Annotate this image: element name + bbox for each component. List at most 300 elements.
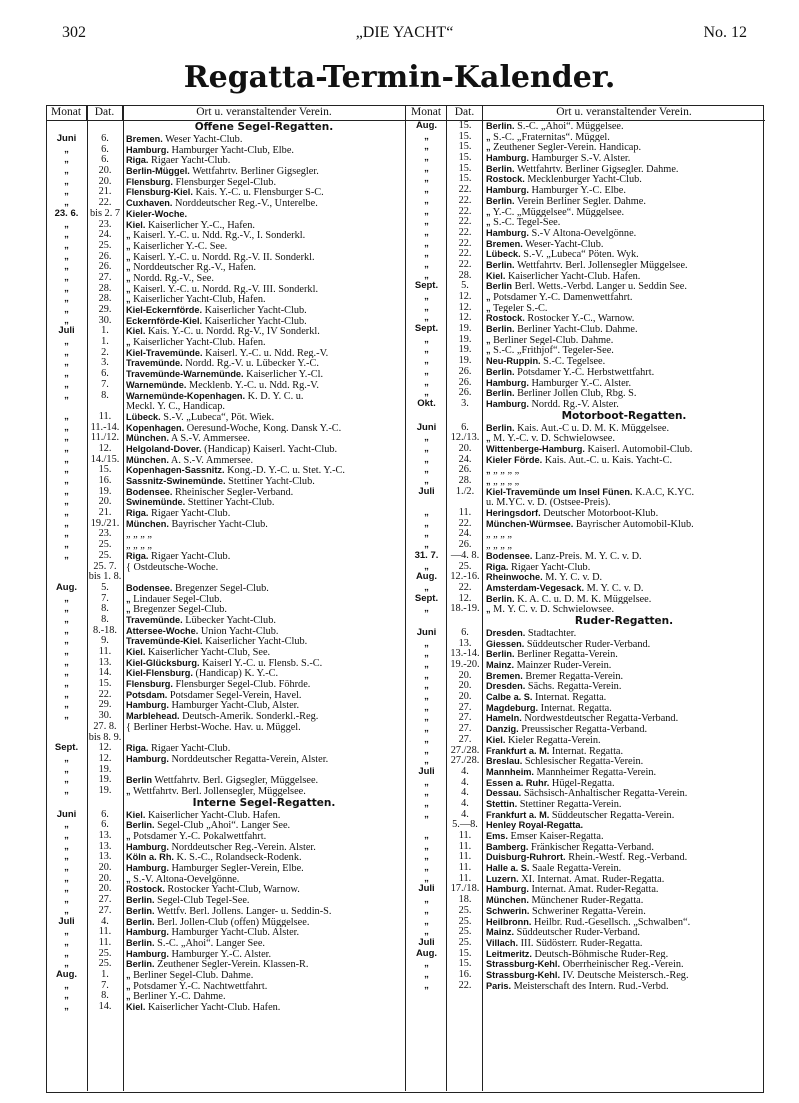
date-cell: 24. — [458, 529, 472, 540]
venue-cell — [483, 874, 765, 885]
place-name: Amsterdam-Vegesack. — [486, 582, 585, 593]
table-row — [46, 884, 405, 895]
club-name: Kaiserlicher Y.-C., Hafen. — [145, 219, 255, 231]
club-name: Wettfahrtv. Berl. Jollensegler Müggelsee. — [514, 259, 688, 271]
date-cell: 20. — [98, 166, 112, 177]
table-row — [406, 324, 765, 335]
date-cell: 21. — [98, 508, 112, 519]
place-name: Kiel-Travemünde. — [126, 347, 203, 358]
table-row — [406, 132, 765, 143]
club-name: Tegeler S.-C. — [490, 302, 548, 314]
club-name: Kaiserlicher Yacht-Club, Hafen. — [130, 294, 266, 305]
club-name: Internat. Amat. Ruder-Regatta. — [528, 884, 659, 896]
club-name: Hamburger Segler-Verein, Elbe. — [168, 863, 304, 874]
place-name: Kiel-Travemünde um Insel Fünen. — [486, 486, 633, 497]
club-name: { Ostdeutsche-Woche. — [126, 561, 219, 573]
table-row — [406, 692, 765, 703]
venue-cell — [483, 228, 765, 239]
club-name: Wettfahrtv. Berliner Gigsegler. — [189, 166, 319, 177]
venue-cell — [483, 594, 765, 605]
place-name: Potsdam. — [126, 689, 168, 700]
place-name: „ — [486, 465, 491, 476]
venue-cell — [483, 281, 765, 292]
place-name: „ — [126, 785, 131, 796]
venue-cell — [483, 529, 765, 540]
venue-cell — [123, 679, 405, 690]
venue-cell — [483, 239, 765, 250]
date-cell: 6. — [461, 627, 469, 638]
place-name: Riga. — [486, 561, 509, 572]
date-cell: 9. — [101, 636, 109, 647]
date-cell: 13. — [458, 638, 472, 649]
club-name: Schweriner Regatta-Verein. — [529, 905, 646, 917]
month-cell: „ — [424, 345, 429, 356]
month-cell: „ — [424, 142, 429, 153]
table-row — [406, 313, 765, 324]
place-name: „ — [126, 831, 131, 841]
table-row — [46, 842, 405, 853]
place-name: „ — [126, 294, 131, 305]
place-name: „ — [126, 969, 131, 980]
table-row — [46, 852, 405, 863]
venue-header: Ort u. veranstaltender Verein. — [556, 106, 692, 118]
club-name: { Berliner Herbst-Woche. Hav. u. Müggel. — [126, 721, 301, 733]
club-name: Rhein.-Westf. Reg.-Verband. — [565, 852, 688, 864]
date-cell: 3. — [101, 358, 109, 369]
table-row — [406, 465, 765, 476]
club-name: Hamburger Y.-C. Alster. — [528, 377, 632, 389]
club-name: Meisterschaft des Intern. Rud.-Verbd. — [511, 980, 669, 992]
venue-cell — [483, 455, 765, 466]
month-cell: Juli — [418, 486, 435, 497]
date-cell: 6. — [101, 809, 109, 820]
month-cell: „ — [424, 195, 429, 206]
table-row — [406, 562, 765, 573]
club-name: Süddeutscher Ruder-Verband. — [524, 638, 651, 650]
place-name: Hameln. — [486, 713, 522, 724]
place-name: Hamburg. — [126, 927, 169, 938]
club-name: Mecklenb. Y.-C. u. Ndd. Rg.-V. — [186, 379, 319, 391]
place-name: Hamburg. — [126, 700, 169, 711]
club-name: Norddeutscher Reg.-V., Unterelbe. — [172, 198, 318, 209]
venue-cell — [123, 187, 405, 198]
month-cell: „ — [64, 283, 69, 294]
venue-cell — [123, 733, 405, 744]
month-cell: „ — [64, 529, 69, 540]
club-name: Verein Berliner Segler. Dahme. — [514, 195, 646, 207]
venue-cell — [123, 401, 405, 412]
club-name: Rigaer Yacht-Club. — [148, 550, 231, 562]
place-name: Breslau. — [486, 756, 523, 767]
month-cell: „ — [64, 443, 69, 454]
month-cell: „ — [424, 638, 429, 649]
table-row — [46, 733, 405, 744]
place-name: Lübeck. — [486, 249, 521, 260]
venue-cell — [483, 863, 765, 874]
table-row — [406, 196, 765, 207]
table-row — [46, 906, 405, 917]
date-cell: 20. — [98, 176, 112, 187]
club-name: Kaiserlicher Y.-Cl. — [243, 369, 324, 380]
date-cell: 11. — [458, 841, 472, 852]
date-cell: 20. — [98, 497, 112, 508]
club-name: Nordd. Rg.-V., See. — [130, 272, 214, 284]
month-cell: „ — [64, 831, 69, 841]
club-name: Stadtachter. — [525, 627, 577, 639]
club-name: Internat. Regatta. — [532, 692, 607, 703]
club-name: Stettiner Yacht-Club. — [225, 476, 315, 487]
table-row — [46, 927, 405, 938]
place-name: Giessen. — [486, 638, 525, 649]
date-cell: 8. — [101, 991, 109, 1002]
place-name: Berlin. — [126, 916, 155, 927]
month-cell: „ — [64, 176, 69, 187]
date-cell: 7. — [101, 980, 109, 991]
club-name: Süddeutscher Regatta-Verein. — [549, 809, 675, 821]
table-row — [406, 639, 765, 650]
table-row — [406, 356, 765, 367]
date-cell: 25. — [458, 916, 472, 927]
club-name: Nordwestdeutscher Regatta-Verband. — [521, 713, 679, 725]
month-cell — [46, 562, 87, 573]
date-cell: 25. — [458, 937, 472, 948]
venue-cell — [483, 196, 765, 207]
club-name: „ „ „ „ — [490, 465, 520, 476]
table-row — [46, 134, 405, 145]
place-name: Hamburg. — [486, 884, 529, 895]
venue-cell — [123, 895, 405, 906]
month-cell: Juni — [416, 627, 437, 638]
club-name: Mannheimer Regatta-Verein. — [533, 766, 657, 778]
date-cell: 12. — [98, 443, 112, 454]
place-name: Berlin. — [486, 593, 515, 604]
date-cell: 14. — [98, 1002, 112, 1012]
month-cell: Sept. — [54, 743, 79, 754]
place-name: Helgoland-Dover. — [126, 443, 202, 454]
place-name: Schwerin. — [486, 905, 530, 916]
venue-cell — [483, 164, 765, 175]
table-row — [406, 519, 765, 530]
table-row — [46, 583, 405, 594]
table-row — [46, 433, 405, 444]
place-name: Strassburg-Kehl. — [486, 969, 561, 980]
month-cell: „ — [424, 476, 429, 486]
venue-cell — [483, 970, 765, 981]
table-row — [46, 508, 405, 519]
month-cell: 23. 6. — [54, 208, 79, 219]
club-name: Berliner Yacht-Club. Dahme. — [514, 324, 638, 335]
place-name: Magdeburg. — [486, 702, 539, 713]
month-cell: „ — [64, 369, 69, 380]
month-cell: „ — [64, 668, 69, 679]
place-name: Berlin. — [486, 195, 515, 206]
venue-cell — [123, 754, 405, 765]
month-cell: „ — [64, 155, 69, 166]
date-cell: 26. — [98, 251, 112, 262]
table-row — [46, 529, 405, 540]
month-cell: „ — [424, 841, 429, 852]
month-cell: „ — [64, 657, 69, 668]
venue-cell — [123, 917, 405, 928]
table-row — [406, 433, 765, 444]
month-cell: „ — [64, 873, 69, 884]
table-row — [406, 292, 765, 303]
table-row — [406, 121, 765, 132]
club-name: Lübecker Yacht-Club. — [182, 614, 276, 626]
table-row — [406, 831, 765, 842]
date-cell: 4. — [461, 809, 469, 820]
club-name: Hamburger S.-V. Alster. — [528, 153, 631, 164]
venue-cell — [483, 399, 765, 410]
venue-cell — [123, 711, 405, 722]
date-cell: 25. — [458, 561, 472, 572]
place-name: Dresden. — [486, 681, 526, 692]
club-name: S.-C. Tegelsee. — [540, 356, 606, 367]
club-name: M. Y. C. v. D. — [584, 582, 644, 594]
date-cell: 22. — [458, 185, 472, 196]
venue-cell — [483, 487, 765, 498]
club-name: Kais. Aut.-C u. D. M. K. Müggelsee. — [514, 422, 670, 434]
date-cell: 12. — [458, 313, 472, 324]
date-cell: 12. — [458, 302, 472, 313]
club-name: Berliner Y.-C. Dahme. — [130, 991, 226, 1002]
table-row — [406, 906, 765, 917]
place-name: Mannheim. — [486, 766, 534, 777]
month-cell: „ — [64, 785, 69, 796]
month-cell: „ — [424, 927, 429, 938]
place-name: Hamburg. — [486, 377, 529, 388]
venue-cell — [123, 626, 405, 637]
month-cell: „ — [64, 764, 69, 775]
table-row — [406, 746, 765, 757]
month-cell: „ — [424, 529, 429, 540]
date-cell: 17./18. — [450, 884, 480, 895]
date-cell: 19. — [98, 764, 112, 775]
date-cell: 13.-14. — [450, 649, 480, 660]
place-name: Flensburg-Kiel. — [126, 187, 193, 198]
date-cell: 8. — [101, 390, 109, 401]
table-row — [46, 743, 405, 754]
venue-cell — [483, 433, 765, 444]
month-cell: Sept. — [414, 593, 439, 604]
month-cell: „ — [64, 841, 69, 852]
table-row — [46, 722, 405, 733]
place-name: Travemünde-Kiel. — [126, 636, 203, 647]
table-row — [406, 540, 765, 551]
date-cell: 29. — [98, 305, 112, 315]
venue-cell — [123, 668, 405, 679]
table-row — [406, 863, 765, 874]
month-cell: „ — [424, 831, 429, 841]
table-row — [406, 260, 765, 271]
month-cell: „ — [64, 948, 69, 959]
left-column — [46, 105, 405, 1013]
club-name: Kaiserlicher Yacht-Club. — [202, 315, 307, 327]
venue-cell — [123, 874, 405, 885]
venue-cell — [483, 444, 765, 455]
club-name: Weser Yacht-Club. — [162, 134, 243, 145]
venue-cell — [123, 380, 405, 391]
month-cell: Sept. — [414, 281, 439, 292]
place-name: „ — [486, 142, 491, 153]
table-row — [406, 649, 765, 660]
table-row — [406, 799, 765, 810]
table-row — [406, 660, 765, 671]
month-cell: „ — [64, 219, 69, 230]
club-name: Kaiserl. Y.-C. u. Nordd. Rg.-V. III. Sonderkl. — [130, 283, 319, 295]
club-name: Hamburger Yacht-Club. Alster. — [168, 927, 300, 938]
venue-cell — [123, 927, 405, 938]
table-row — [46, 380, 405, 391]
date-cell: 4. — [461, 777, 469, 788]
month-cell: Aug. — [415, 572, 438, 583]
table-row — [406, 529, 765, 540]
club-name: Rigaer Yacht-Club. — [148, 155, 231, 167]
club-name: Bremer Regatta-Verein. — [522, 670, 624, 682]
venue-cell — [483, 767, 765, 778]
month-cell: „ — [64, 980, 69, 991]
venue-cell — [483, 639, 765, 650]
month-cell: „ — [64, 614, 69, 625]
month-cell: „ — [424, 756, 429, 767]
month-cell: „ — [424, 334, 429, 345]
month-cell: „ — [424, 388, 429, 399]
table-row — [46, 831, 405, 842]
club-name: M. Y. C. v. D. Schwielowsee. — [490, 604, 615, 615]
venue-cell — [483, 788, 765, 799]
date-cell: 30. — [98, 315, 112, 326]
place-name: Berlin. — [486, 324, 515, 335]
date-cell: 25. — [98, 540, 112, 551]
place-name: Riga. — [126, 550, 149, 561]
club-name: Süddeutscher Ruder-Verband. — [514, 927, 640, 938]
place-name: München-Würmsee. — [486, 518, 574, 529]
month-cell: „ — [424, 670, 429, 681]
table-row — [46, 155, 405, 166]
month-cell: „ — [64, 775, 69, 786]
place-name: Berlin. — [126, 959, 155, 970]
month-cell: „ — [64, 604, 69, 615]
table-row — [46, 423, 405, 434]
club-name: Kaiserl. Y.-C. u. Ndd. Rg.-V., I. Sonderkl. — [130, 230, 306, 241]
place-name: Duisburg-Ruhrort. — [486, 852, 566, 863]
club-name: Kaiserl. Automobil-Club. — [584, 443, 693, 455]
place-name: Berlin-Müggel. — [126, 166, 190, 177]
column-rule — [123, 105, 124, 1091]
table-row — [46, 166, 405, 177]
place-name: Dresden. — [486, 627, 526, 638]
venue-cell — [483, 649, 765, 660]
table-row — [46, 187, 405, 198]
venue-cell — [483, 583, 765, 594]
club-name: Potsdamer Y.-C. Herbstwettfahrt. — [514, 366, 655, 378]
venue-cell — [123, 444, 405, 455]
place-name: Stettin. — [486, 798, 518, 809]
table-row — [406, 228, 765, 239]
month-cell: „ — [424, 259, 429, 270]
date-cell: 15. — [458, 163, 472, 174]
club-name: Kaiserlicher Yacht-Club. — [202, 636, 308, 647]
date-cell: 20. — [458, 670, 472, 681]
club-name: Kieler Regatta-Verein. — [505, 734, 601, 746]
month-cell: Okt. — [417, 398, 436, 409]
date-cell: 27. — [458, 734, 472, 745]
table-row — [46, 551, 405, 562]
date-cell: 11./12. — [90, 433, 120, 444]
table-row — [406, 455, 765, 466]
right-table-body — [406, 121, 765, 991]
table-row — [406, 713, 765, 724]
month-cell: „ — [64, 937, 69, 948]
place-name: Sassnitz-Swinemünde. — [126, 476, 226, 486]
venue-cell — [483, 735, 765, 746]
table-row — [406, 572, 765, 583]
club-name: S.-C. Tegel-See. — [490, 217, 561, 228]
venue-cell — [123, 423, 405, 434]
month-cell — [46, 572, 87, 583]
club-name: Bregenzer Segel-Club. — [130, 604, 227, 615]
date-cell: 26. — [458, 540, 472, 551]
club-name: Deutsch-Böhmische Ruder-Reg. — [531, 948, 669, 960]
section-title: Ruder-Regatten. — [574, 614, 674, 627]
place-name: Dessau. — [486, 788, 522, 799]
venue-cell — [123, 391, 405, 402]
venue-cell — [123, 658, 405, 669]
place-name: Berlin. — [126, 937, 155, 948]
venue-cell — [483, 692, 765, 703]
place-name: Rheinwoche. — [486, 572, 543, 583]
club-name: Norddeutscher Regatta-Verein, Alster. — [168, 753, 329, 765]
club-name: Y.-C. „Müggelsee“. Müggelsee. — [490, 206, 625, 218]
venue-cell — [123, 465, 405, 476]
place-name: München. — [126, 454, 169, 465]
venue-cell — [483, 367, 765, 378]
date-cell: 25. — [98, 959, 112, 970]
table-row — [46, 938, 405, 949]
table-row — [46, 337, 405, 348]
club-name: Mainzer Ruder-Verein. — [514, 660, 612, 671]
club-name: Berl. Jollen-Club (offen) Müggelsee. — [154, 916, 310, 928]
club-name: Norddeutscher Rg.-V., Hafen. — [130, 262, 256, 273]
month-cell: „ — [424, 852, 429, 863]
club-name: A. S.-V. Ammersee. — [168, 454, 254, 466]
venue-cell — [123, 145, 405, 156]
club-name: Schlesischer Regatta-Verein. — [522, 756, 644, 767]
place-name: Bremen. — [126, 134, 163, 144]
venue-cell — [123, 220, 405, 231]
date-cell: 18. — [458, 895, 472, 906]
table-row — [406, 378, 765, 389]
place-name: Hamburg. — [126, 948, 169, 959]
venue-cell — [123, 198, 405, 209]
date-cell: 27. — [98, 272, 112, 283]
table-row — [46, 487, 405, 498]
place-name: Kiel. — [486, 270, 506, 281]
table-row — [46, 519, 405, 530]
month-cell: „ — [64, 540, 69, 551]
month-cell: Juni — [416, 422, 437, 433]
table-row — [46, 820, 405, 831]
place-name: Warnemünde-Kopenhagen. — [126, 390, 246, 401]
month-cell: „ — [64, 550, 69, 561]
club-name: Flensburger Segel-Club. Föhrde. — [172, 679, 311, 690]
place-name: Rostock. — [126, 884, 165, 895]
date-cell: 15. — [458, 131, 472, 142]
place-name: Mainz. — [486, 927, 515, 938]
club-name: III. Südösterr. Ruder-Regatta. — [518, 937, 643, 949]
month-cell: „ — [424, 604, 429, 615]
month-cell: „ — [424, 366, 429, 377]
